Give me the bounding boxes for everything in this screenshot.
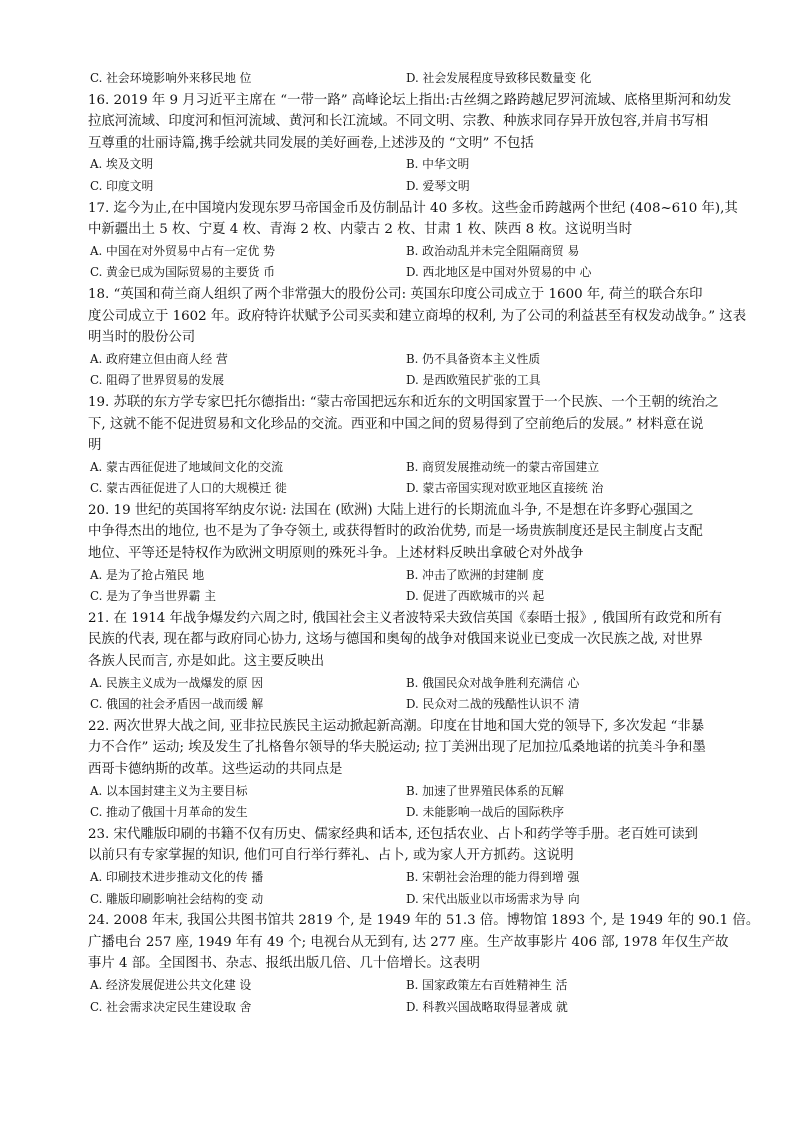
answer-option: D. 科教兴国战略取得显著成 就	[406, 999, 568, 1014]
question-stem-line: 广播电台 257 座, 1949 年有 49 个; 电视台从无到有, 达 277 座。生产故事影片 406 部, 1978 年仅生产故	[88, 934, 729, 950]
answer-option: A. 政府建立但由商人经 营	[90, 351, 228, 366]
option-row	[88, 802, 728, 824]
question-stem-line: 度公司成立于 1602 年。政府特许状赋予公司买卖和建立商埠的权利, 为了公司的利益甚至有权发动战争。” 这表	[88, 308, 747, 324]
question-stem-line: 17. 迄今为止,在中国境内发现东罗马帝国金币及仿制品计 40 多枚。这些金币跨越两个世纪 (408~610 年),其	[88, 200, 738, 216]
question-stem-line: 事片 4 部。全国图书、杂志、报纸出版几倍、几十倍增长。这表明	[88, 956, 480, 972]
question-stem-line: 21. 在 1914 年战争爆发约六周之时, 俄国社会主义者波特采夫致信英国《泰晤士报》, 俄国所有政党和所有	[88, 610, 723, 626]
answer-option: A. 蒙古西征促进了地域间文化的交流	[90, 459, 283, 474]
question-stem-line: 下, 这就不能不促进贸易和文化珍品的交流。西亚和中国之间的贸易得到了空前绝后的发展。” 材料意在说	[88, 416, 704, 432]
question-stem-line: 拉底河流域、印度河和恒河流域、黄河和长江流域。不同文明、宗教、种族求同存异开放包容,并肩书写相	[88, 114, 709, 130]
answer-option: B. 加速了世界殖民体系的瓦解	[406, 783, 564, 798]
question-stem-line: 力不合作” 运动; 埃及发生了扎格鲁尔领导的华夫脱运动; 拉丁美洲出现了尼加拉瓜桑地诺的抗美斗争和墨	[88, 740, 706, 756]
question-stem-line: 各族人民而言, 亦是如此。这主要反映出	[88, 654, 325, 670]
answer-option: A. 中国在对外贸易中占有一定优 势	[90, 243, 275, 258]
answer-option: C. 阻碍了世界贸易的发展	[90, 373, 225, 388]
answer-option: C. 社会需求决定民生建设取 舍	[90, 999, 252, 1014]
question-q15_tail	[88, 68, 728, 90]
option-row	[88, 478, 728, 500]
question-stem-line: 20. 19 世纪的英国将军纳皮尔说: 法国在 (欧洲) 大陆上进行的长期流血斗争, 不是想在许多野心强国之	[88, 502, 694, 518]
answer-option: B. 商贸发展推动统一的蒙古帝国建立	[406, 459, 600, 474]
question-stem-line: 中争得杰出的地位, 也不是为了争夺领土, 或获得暂时的政治优势, 而是一场贵族制度还是民主制度占支配	[88, 524, 703, 540]
option-row	[88, 154, 728, 176]
answer-option: B. 冲击了欧洲的封建制 度	[406, 567, 544, 582]
answer-option: B. 政治动乱并未完全阻隔商贸 易	[406, 243, 580, 258]
answer-option: B. 仍不具备资本主义性质	[406, 351, 541, 366]
option-row	[88, 781, 728, 803]
answer-option: B. 中华文明	[406, 157, 470, 172]
answer-option: C. 印度文明	[90, 178, 154, 193]
answer-option: C. 黄金已成为国际贸易的主要货 币	[90, 265, 276, 280]
answer-option: C. 蒙古西征促进了人口的大规模迁 徙	[90, 481, 287, 496]
question-q21	[88, 608, 728, 716]
question-stem-line: 地位、平等还是特权作为欧洲文明原则的殊死斗争。上述材料反映出拿破仑对外战争	[88, 546, 584, 562]
option-row	[88, 889, 728, 911]
answer-option: D. 蒙古帝国实现对欧亚地区直接统 治	[406, 481, 604, 496]
question-q16	[88, 90, 732, 198]
option-row	[88, 565, 728, 587]
option-row	[88, 262, 728, 284]
answer-option: C. 雕版印刷影响社会结构的变 动	[90, 891, 264, 906]
option-row	[88, 457, 728, 479]
option-row	[88, 867, 728, 889]
question-stem-line: 18. “英国和荷兰商人组织了两个非常强大的股份公司: 英国东印度公司成立于 1600 年, 荷兰的联合东印	[88, 286, 703, 302]
answer-option: D. 是西欧殖民扩张的工具	[406, 373, 541, 388]
answer-option: A. 是为了抢占殖民 地	[90, 567, 205, 582]
answer-option: A. 以本国封建主义为主要目标	[90, 783, 248, 798]
question-stem-line: 明当时的股份公司	[88, 330, 196, 346]
question-stem-line: 16. 2019 年 9 月习近平主席在 “一带一路” 高峰论坛上指出:古丝绸之路跨越尼罗河流域、底格里斯河和幼发	[88, 92, 732, 108]
answer-option: C. 俄国的社会矛盾因一战而缓 解	[90, 697, 264, 712]
answer-option: C. 推动了俄国十月革命的发生	[90, 805, 248, 820]
answer-option: B. 国家政策左右百姓精神生 活	[406, 977, 568, 992]
question-stem-line: 24. 2008 年末, 我国公共图书馆共 2819 个, 是 1949 年的 51.3 倍。博物馆 1893 个, 是 1949 年的 90.1 倍。	[88, 913, 760, 929]
question-stem-line: 西哥卡德纳斯的改革。这些运动的共同点是	[88, 762, 343, 777]
answer-option: C. 是为了争当世界霸 主	[90, 589, 217, 604]
option-row	[88, 586, 728, 608]
question-stem-line: 民族的代表, 现在都与政府同心协力, 这场与德国和奥匈的战争对俄国来说业已变成一次民族之战, 对世界	[88, 632, 703, 648]
question-stem-line: 19. 苏联的东方学专家巴托尔德指出: “蒙古帝国把远东和近东的文明国家置于一个民族、一个王朝的统治之	[88, 394, 719, 410]
question-stem-line: 互尊重的壮丽诗篇,携手绘就共同发展的美好画卷,上述涉及的 “文明” 不包括	[88, 135, 534, 151]
option-row	[88, 975, 728, 997]
answer-option: B. 俄国民众对战争胜利充满信 心	[406, 675, 580, 690]
question-q18	[88, 284, 747, 392]
answer-option: D. 民众对二战的残酷性认识不 清	[406, 697, 580, 712]
option-row	[88, 68, 728, 90]
answer-option: D. 促进了西欧城市的兴 起	[406, 589, 545, 604]
answer-option: C. 社会环境影响外来移民地 位	[90, 71, 252, 85]
option-row	[88, 694, 728, 716]
option-row	[88, 349, 728, 371]
option-row	[88, 176, 728, 198]
option-row	[88, 673, 728, 695]
question-q19	[88, 392, 728, 500]
question-q22	[88, 716, 728, 824]
answer-option: A. 经济发展促进公共文化建 设	[90, 977, 252, 992]
answer-option: A. 埃及文明	[90, 157, 154, 172]
answer-option: D. 宋代出版业以市场需求为导 向	[406, 891, 580, 906]
answer-option: D. 社会发展程度导致移民数量变 化	[406, 71, 592, 85]
answer-option: A. 民族主义成为一战爆发的原 因	[90, 675, 264, 690]
question-q23	[88, 824, 728, 910]
question-stem-line: 22. 两次世界大战之间, 亚非拉民族民主运动掀起新高潮。印度在甘地和国大党的领导下, 多次发起 “非暴	[88, 718, 705, 734]
answer-option: D. 爱琴文明	[406, 178, 470, 193]
question-stem-line: 23. 宋代雕版印刷的书籍不仅有历史、儒家经典和话本, 还包括农业、占卜和药学等手册。老百姓可读到	[88, 826, 698, 842]
answer-option: D. 西北地区是中国对外贸易的中 心	[406, 265, 592, 280]
question-stem-line: 中新疆出土 5 枚、宁夏 4 枚、青海 2 枚、内蒙古 2 枚、甘肃 1 枚、陕西 8 枚。这说明当时	[88, 222, 633, 238]
option-row	[88, 370, 728, 392]
question-stem-line: 以前只有专家掌握的知识, 他们可自行举行葬礼、占卜, 或为家人开方抓药。这说明	[88, 848, 574, 864]
option-row	[88, 997, 728, 1019]
question-stem-line: 明	[88, 438, 102, 454]
question-q24	[88, 910, 760, 1018]
answer-option: A. 印刷技术进步推动文化的传 播	[90, 869, 264, 884]
question-q20	[88, 500, 728, 608]
exam-page	[88, 68, 760, 1018]
answer-option: B. 宋朝社会治理的能力得到增 强	[406, 869, 580, 884]
option-row	[88, 241, 728, 263]
answer-option: D. 未能影响一战后的国际秩序	[406, 805, 565, 820]
question-q17	[88, 198, 738, 284]
